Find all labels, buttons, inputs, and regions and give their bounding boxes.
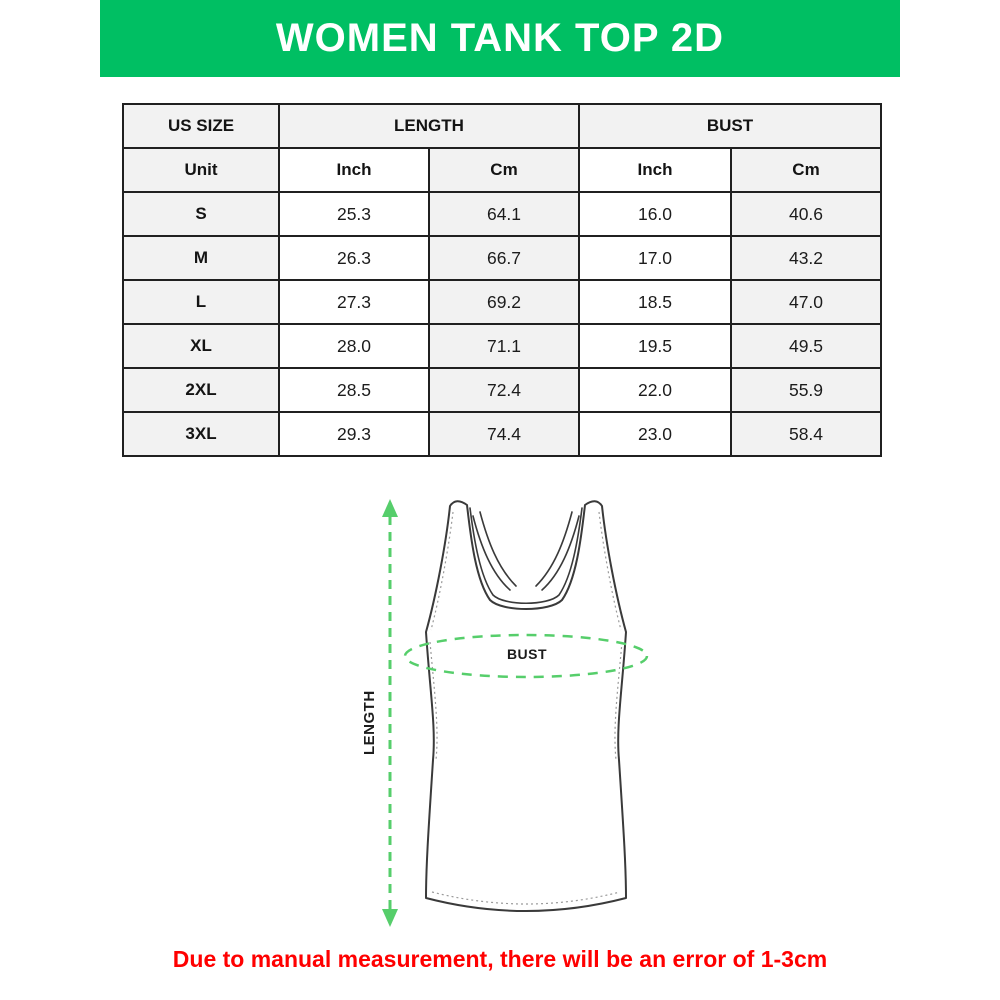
tank-top-drawing (426, 501, 626, 911)
bust-label: BUST (506, 646, 548, 662)
table-row (123, 236, 881, 280)
unit-label-cell: Unit (123, 148, 279, 192)
length-inch-cell: 29.3 (279, 412, 429, 456)
bust-inch-cell: 17.0 (579, 236, 731, 280)
size-cell: M (123, 236, 279, 280)
bust-inch-cell: 22.0 (579, 368, 731, 412)
table-row (123, 280, 881, 324)
bust-cm-cell: 55.9 (731, 368, 881, 412)
bust-cm-cell: 49.5 (731, 324, 881, 368)
length-inch-cell: 28.5 (279, 368, 429, 412)
bust-inch-header: Inch (579, 148, 731, 192)
size-table (122, 103, 882, 457)
measurement-disclaimer: Due to manual measurement, there will be an error of 1-3cm (172, 946, 828, 972)
length-inch-cell: 26.3 (279, 236, 429, 280)
title-banner (100, 0, 900, 77)
length-cm-cell: 74.4 (429, 412, 579, 456)
size-cell: XL (123, 324, 279, 368)
table-row (123, 324, 881, 368)
page-title: WOMEN TANK TOP 2D (275, 16, 725, 60)
length-cm-cell: 72.4 (429, 368, 579, 412)
bust-inch-cell: 23.0 (579, 412, 731, 456)
table-group-header-row (123, 104, 881, 148)
length-inch-header: Inch (279, 148, 429, 192)
table-row (123, 192, 881, 236)
bust-inch-cell: 19.5 (579, 324, 731, 368)
header-length: LENGTH (279, 104, 579, 148)
length-cm-cell: 69.2 (429, 280, 579, 324)
size-cell: S (123, 192, 279, 236)
length-inch-cell: 28.0 (279, 324, 429, 368)
length-cm-header: Cm (429, 148, 579, 192)
bust-cm-cell: 40.6 (731, 192, 881, 236)
table-row (123, 412, 881, 456)
tank-top-diagram (340, 492, 670, 942)
length-inch-cell: 25.3 (279, 192, 429, 236)
size-cell: 3XL (123, 412, 279, 456)
bust-cm-cell: 43.2 (731, 236, 881, 280)
header-us-size: US SIZE (123, 104, 279, 148)
table-row (123, 368, 881, 412)
bust-inch-cell: 16.0 (579, 192, 731, 236)
tank-top-illustration-svg (340, 492, 670, 942)
size-cell: 2XL (123, 368, 279, 412)
bust-cm-cell: 47.0 (731, 280, 881, 324)
bust-cm-header: Cm (731, 148, 881, 192)
size-cell: L (123, 280, 279, 324)
bust-cm-cell: 58.4 (731, 412, 881, 456)
length-cm-cell: 66.7 (429, 236, 579, 280)
length-inch-cell: 27.3 (279, 280, 429, 324)
length-cm-cell: 71.1 (429, 324, 579, 368)
length-cm-cell: 64.1 (429, 192, 579, 236)
table-unit-row (123, 148, 881, 192)
length-arrow-icon (382, 499, 398, 927)
header-bust: BUST (579, 104, 881, 148)
bust-inch-cell: 18.5 (579, 280, 731, 324)
length-label: LENGTH (361, 690, 378, 755)
